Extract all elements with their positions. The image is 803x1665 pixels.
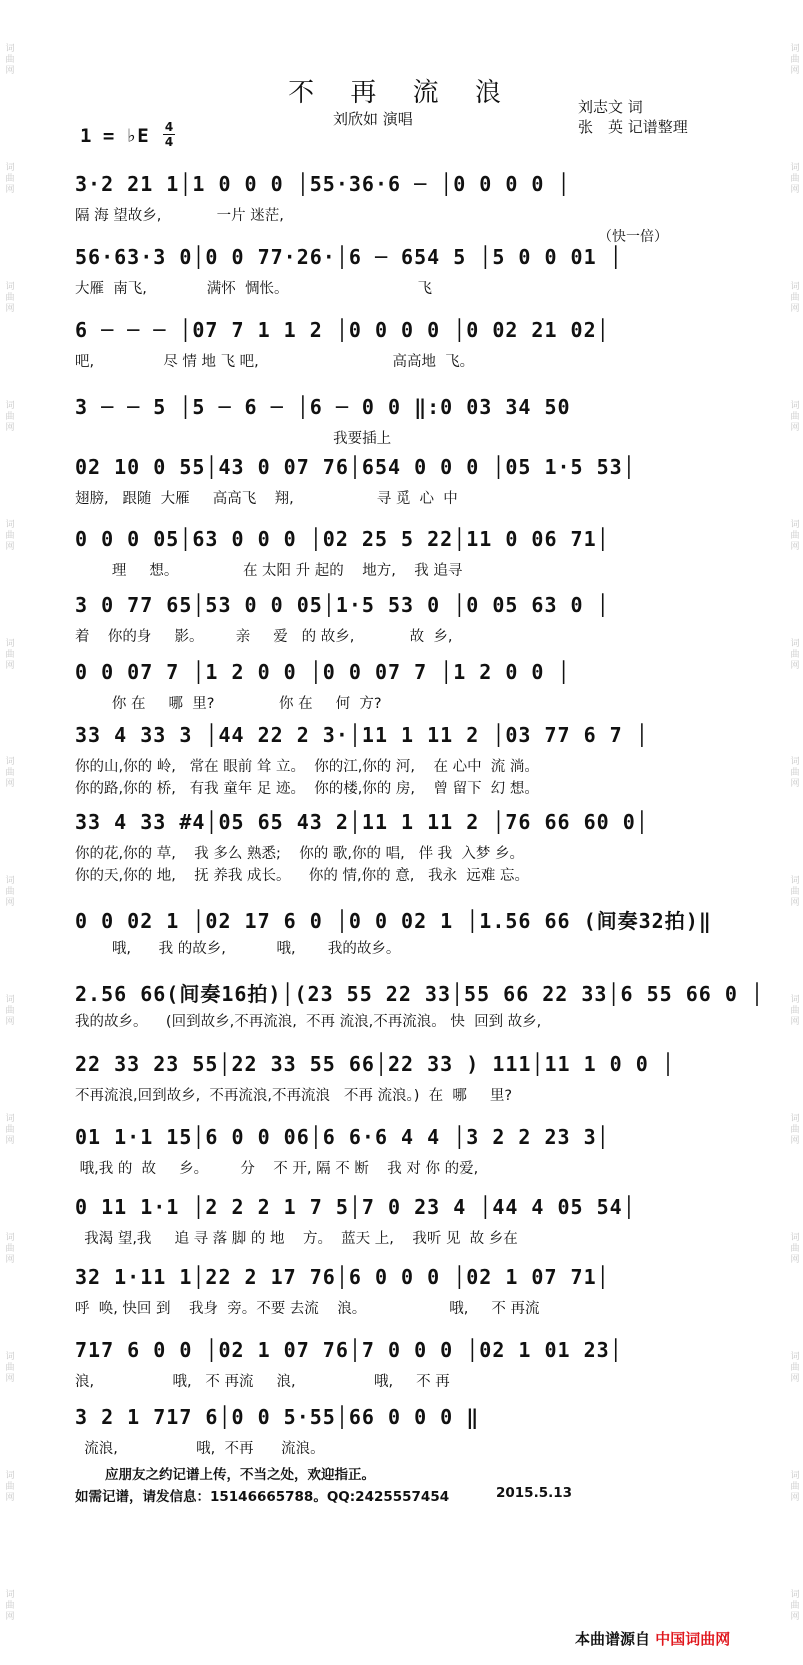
lyric-line: 你的山,你的 岭, 常在 眼前 耸 立。 你的江,你的 河, 在 心中 流 淌。 <box>75 759 539 775</box>
lyric-line: 你的路,你的 桥, 有我 童年 足 迹。 你的楼,你的 房, 曾 留下 幻 想。 <box>75 781 539 797</box>
notation-row: 56·63·3 0│0 0 77·26·│6 ─ 654 5 │5 0 0 01 │ <box>75 245 623 269</box>
lyric-line: 哦, 我 的故乡, 哦, 我的故乡。 <box>75 941 401 957</box>
lyricist-credit: 刘志文 词 <box>578 98 643 116</box>
notation-row: 0 0 07 7 │1 2 0 0 │0 0 07 7 │1 2 0 0 │ <box>75 660 571 684</box>
tempo-annotation: （快一倍） <box>598 229 668 245</box>
footer-contact: 如需记谱，请发信息：15146665788。QQ:2425557454 <box>75 1489 450 1505</box>
lyric-line: 浪, 哦, 不 再流 浪, 哦, 不 再 <box>75 1374 450 1390</box>
notation-row: 6 ─ ─ ─ │07 7 1 1 2 │0 0 0 0 │0 02 21 02│ <box>75 318 610 342</box>
lyric-line: 吧, 尽 情 地 飞 吧, 高高地 飞。 <box>75 354 475 370</box>
notation-row: 33 4 33 #4│05 65 43 2│11 1 11 2 │76 66 60 0│ <box>75 810 649 834</box>
notation-row: 3 ─ ─ 5 │5 ─ 6 ─ │6 ─ 0 0 ‖:0 03 34 50 <box>75 395 571 419</box>
notation-row: 3·2 21 1│1 0 0 0 │55·36·6 ─ │0 0 0 0 │ <box>75 172 571 196</box>
lyric-line: 隔 海 望故乡, 一片 迷茫, <box>75 208 284 224</box>
lyric-line: 你的花,你的 草, 我 多么 熟悉; 你的 歌,你的 唱, 伴 我 入梦 乡。 <box>75 846 525 862</box>
notation-row: 32 1·11 1│22 2 17 76│6 0 0 0 │02 1 07 71│ <box>75 1265 610 1289</box>
lyric-line: 我要插上 <box>75 431 392 447</box>
footer-date: 2015.5.13 <box>496 1485 573 1501</box>
notation-row: 02 10 0 55│43 0 07 76│654 0 0 0 │05 1·5 53│ <box>75 455 636 479</box>
lyric-line: 着 你的身 影。 亲 爱 的 故乡, 故 乡, <box>75 629 453 645</box>
lyric-line: 哦,我 的 故 乡。 分 不 开, 隔 不 断 我 对 你 的爱, <box>75 1161 479 1177</box>
source-label: 本曲谱源自 <box>575 1630 651 1648</box>
watermark-right: 词曲网 词曲网 词曲网 词曲网 词曲网 词曲网 词曲网 词曲网 词曲网 词曲网 词曲网 词曲网 词曲网 词曲网 <box>788 42 799 1622</box>
lyric-line: 我渴 望,我 追 寻 落 脚 的 地 方。 蓝天 上, 我听 见 故 乡在 <box>75 1231 518 1247</box>
notation-row: 0 0 02 1 │02 17 6 0 │0 0 02 1 │1.56 66 (间奏32拍)‖ <box>75 909 712 933</box>
lyric-line: 我的故乡。 (回到故乡,不再流浪, 不再 流浪,不再流浪。 快 回到 故乡, <box>75 1014 542 1030</box>
notation-row: 717 6 0 0 │02 1 07 76│7 0 0 0 │02 1 01 23│ <box>75 1338 623 1362</box>
lyric-line: 流浪, 哦, 不再 流浪。 <box>75 1441 325 1457</box>
lyric-line: 翅膀, 跟随 大雁 高高飞 翔, 寻 觅 心 中 <box>75 491 458 507</box>
lyric-line: 你的天,你的 地, 抚 养我 成长。 你的 情,你的 意, 我永 远难 忘。 <box>75 868 530 884</box>
lyric-line: 不再流浪,回到故乡, 不再流浪,不再流浪 不再 流浪。) 在 哪 里? <box>75 1088 513 1104</box>
watermark-left: 词曲网 词曲网 词曲网 词曲网 词曲网 词曲网 词曲网 词曲网 词曲网 词曲网 词曲网 词曲网 词曲网 词曲网 <box>3 42 14 1622</box>
singer-credit: 刘欣如 演唱 <box>333 110 413 128</box>
source-brand-link[interactable]: 中国词曲网 <box>655 1630 731 1648</box>
lyric-line: 大雁 南飞, 满怀 惆怅。 飞 <box>75 281 433 297</box>
notation-row: 3 0 77 65│53 0 0 05│1·5 53 0 │0 05 63 0 │ <box>75 593 610 617</box>
footer-note: 应朋友之约记谱上传，不当之处，欢迎指正。 <box>105 1467 375 1483</box>
notation-row: 3 2 1 717 6│0 0 5·55│66 0 0 0 ‖ <box>75 1405 480 1429</box>
song-title: 不 再 流 浪 <box>288 78 515 108</box>
notation-row: 33 4 33 3 │44 22 2 3·│11 1 11 2 │03 77 6 7 │ <box>75 723 649 747</box>
source-credit <box>575 1628 730 1649</box>
lyric-line: 呼 唤, 快回 到 我身 旁。不要 去流 浪。 哦, 不 再流 <box>75 1301 540 1317</box>
notation-row: 01 1·1 15│6 0 0 06│6 6·6 4 4 │3 2 2 23 3│ <box>75 1125 610 1149</box>
lyric-line: 你 在 哪 里? 你 在 何 方? <box>75 696 382 712</box>
lyric-line: 理 想。 在 太阳 升 起的 地方, 我 追寻 <box>75 563 463 579</box>
notation-row: 2.56 66(间奏16拍)│(23 55 22 33│55 66 22 33│6 55 66 0 │ <box>75 982 764 1006</box>
notation-row: 0 0 0 05│63 0 0 0 │02 25 5 22│11 0 06 71│ <box>75 527 610 551</box>
notation-row: 0 11 1·1 │2 2 2 1 7 5│7 0 23 4 │44 4 05 54│ <box>75 1195 636 1219</box>
time-signature: 4 4 <box>164 120 174 149</box>
key-signature: 1 = ♭E <box>80 125 149 147</box>
notation-row: 22 33 23 55│22 33 55 66│22 33 ) 111│11 1 0 0 │ <box>75 1052 675 1076</box>
arranger-credit: 张 英 记谱整理 <box>578 118 688 136</box>
